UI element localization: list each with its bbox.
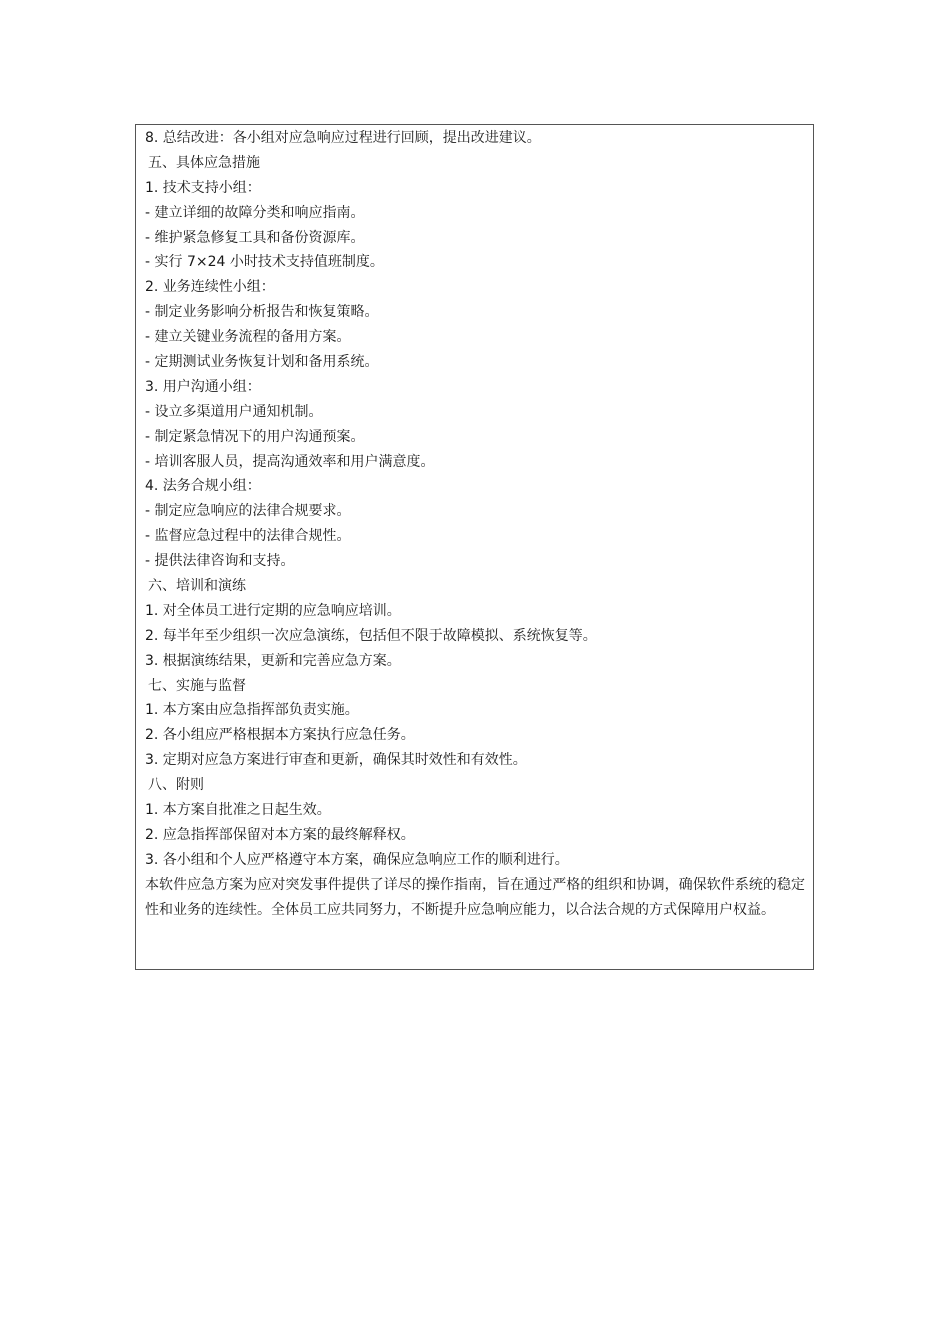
list-item: 3. 用户沟通小组： bbox=[145, 378, 261, 395]
section-heading: 六、培训和演练 bbox=[148, 578, 246, 595]
list-item: 1. 技术支持小组： bbox=[145, 179, 261, 196]
list-item: 1. 对全体员工进行定期的应急响应培训。 bbox=[145, 602, 401, 619]
list-item: 2. 每半年至少组织一次应急演练，包括但不限于故障模拟、系统恢复等。 bbox=[145, 627, 597, 644]
content-lines bbox=[145, 126, 805, 873]
list-item: - 监督应急过程中的法律合规性。 bbox=[145, 528, 351, 545]
list-item: 3. 各小组和个人应严格遵守本方案，确保应急响应工作的顺利进行。 bbox=[145, 851, 569, 868]
list-item: 2. 各小组应严格根据本方案执行应急任务。 bbox=[145, 727, 415, 744]
list-item: 2. 业务连续性小组： bbox=[145, 279, 275, 296]
list-item: - 维护紧急修复工具和备份资源库。 bbox=[145, 229, 365, 246]
list-item: 8. 总结改进：各小组对应急响应过程进行回顾，提出改进建议。 bbox=[145, 130, 541, 146]
list-item: - 提供法律咨询和支持。 bbox=[145, 553, 295, 570]
list-item: 1. 本方案自批准之日起生效。 bbox=[145, 802, 331, 819]
list-item: - 培训客服人员，提高沟通效率和用户满意度。 bbox=[145, 453, 435, 470]
list-item: - 制定业务影响分析报告和恢复策略。 bbox=[145, 304, 379, 321]
list-item: - 制定应急响应的法律合规要求。 bbox=[145, 503, 351, 520]
list-item: - 建立详细的故障分类和响应指南。 bbox=[145, 204, 365, 221]
list-item: 3. 根据演练结果，更新和完善应急方案。 bbox=[145, 652, 401, 669]
content-table-cell bbox=[135, 124, 814, 970]
list-item: 2. 应急指挥部保留对本方案的最终解释权。 bbox=[145, 826, 415, 843]
list-item: - 定期测试业务恢复计划和备用系统。 bbox=[145, 354, 379, 371]
section-heading: 七、实施与监督 bbox=[148, 677, 246, 694]
list-item: - 设立多渠道用户通知机制。 bbox=[145, 403, 323, 420]
list-item: - 制定紧急情况下的用户沟通预案。 bbox=[145, 428, 365, 445]
closing-paragraph: 本软件应急方案为应对突发事件提供了详尽的操作指南，旨在通过严格的组织和协调，确保软件系统的稳定性和业务的连续性。全体员工应共同努力，不断提升应急响应能力，以合法合规的方式保障用户权益。 bbox=[145, 876, 805, 918]
section-heading: 五、具体应急措施 bbox=[148, 154, 260, 171]
section-heading: 八、附则 bbox=[148, 777, 204, 794]
list-item: 4. 法务合规小组： bbox=[145, 478, 261, 495]
list-item: - 建立关键业务流程的备用方案。 bbox=[145, 329, 351, 346]
list-item: 1. 本方案由应急指挥部负责实施。 bbox=[145, 702, 359, 719]
list-item: - 实行 7×24 小时技术支持值班制度。 bbox=[145, 254, 384, 271]
list-item: 3. 定期对应急方案进行审查和更新，确保其时效性和有效性。 bbox=[145, 752, 527, 769]
